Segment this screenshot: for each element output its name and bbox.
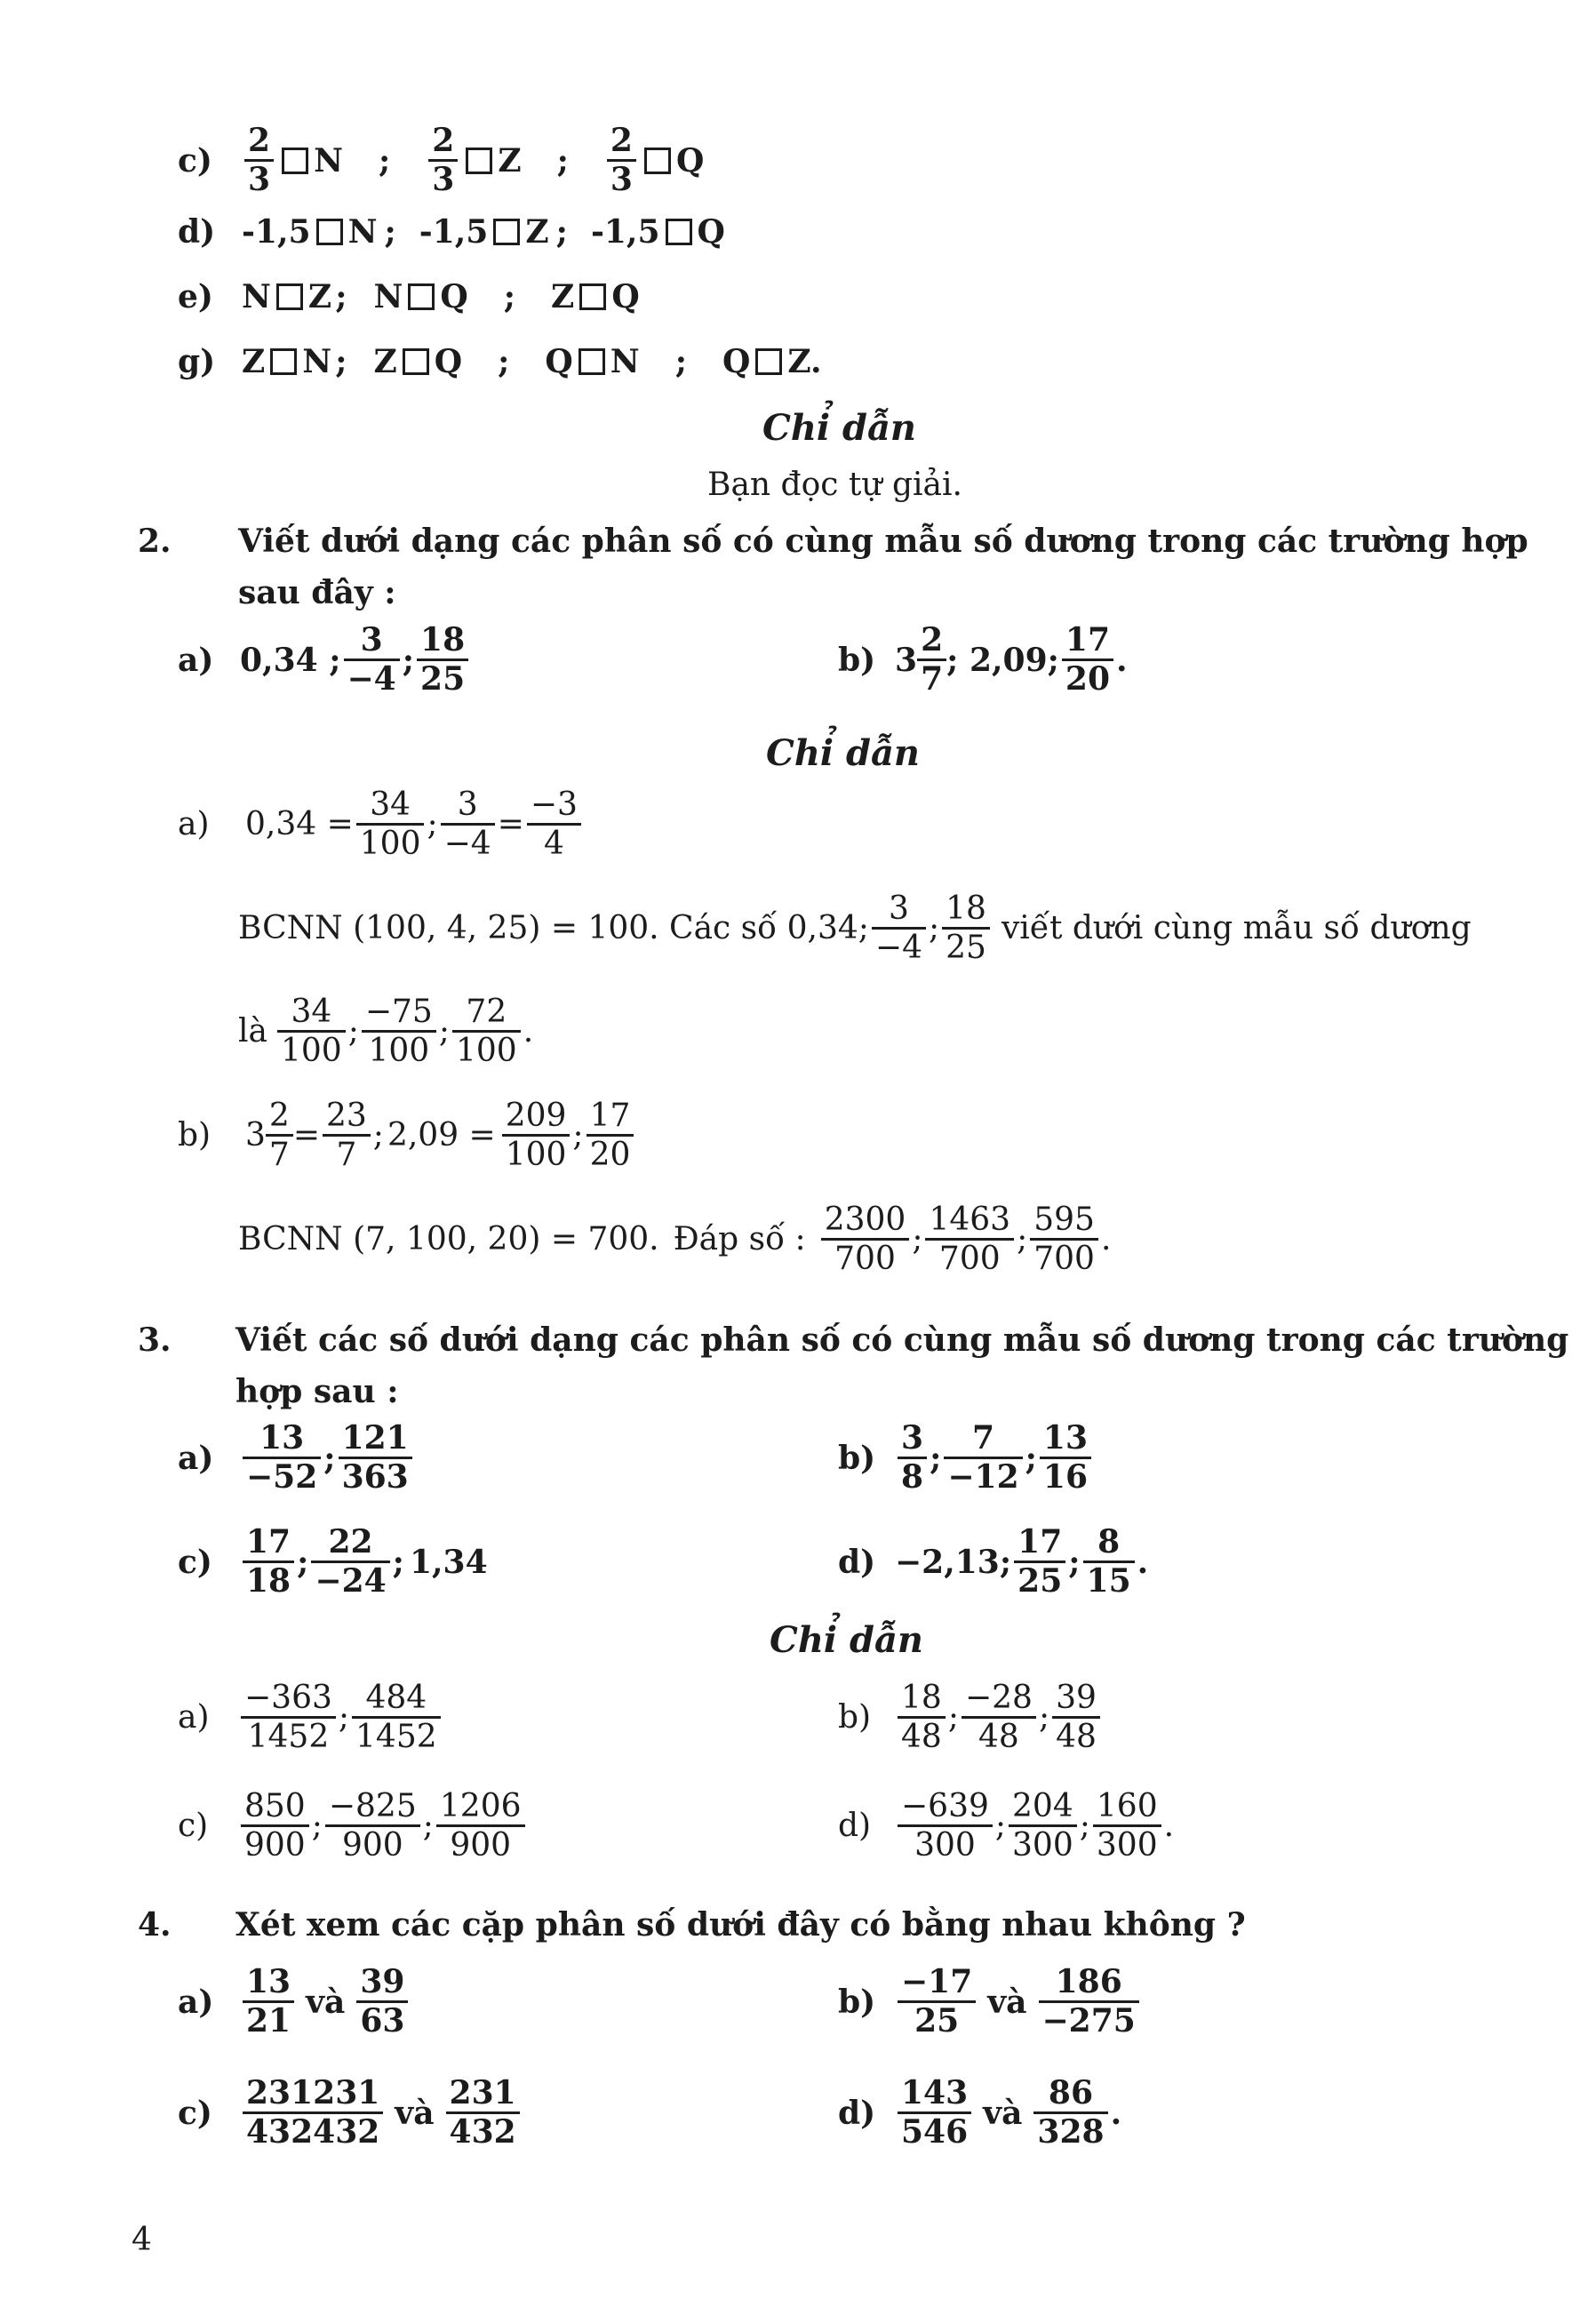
fraction: $\frac{121}{363}$ xyxy=(339,1420,412,1497)
blank-box xyxy=(666,219,692,245)
exercise-number: 4. xyxy=(138,1906,172,1944)
ex1-item-g: g) Z N ; Z Q ; Q N ; Q Z. xyxy=(178,343,822,380)
exercise-title-cont: sau đây : xyxy=(238,574,396,611)
item-label: c) xyxy=(178,1543,212,1581)
blank-box xyxy=(579,283,606,310)
ex3-guide-a: a) $\frac{-363}{1452}$ ; $\frac{484}{1452}$ xyxy=(178,1680,443,1756)
item-label: d) xyxy=(178,213,216,251)
item-label: c) xyxy=(178,2094,212,2132)
fraction: $\frac{13}{21}$ xyxy=(243,1964,294,2040)
fraction: $\frac{209}{100}$ xyxy=(502,1098,571,1174)
fraction: $\frac{595}{700}$ xyxy=(1030,1201,1098,1278)
blank-box xyxy=(493,219,520,245)
blank-box xyxy=(316,219,343,245)
fraction: $\frac{-363}{1452}$ xyxy=(241,1680,336,1756)
page-number: 4 xyxy=(132,2222,152,2258)
fraction: $\frac{86}{328}$ xyxy=(1033,2075,1107,2151)
item-label: d) xyxy=(838,1543,876,1581)
fraction: $\frac{2}{3}$ xyxy=(607,123,636,199)
ex2-item-a: a) 0,34 ; $\frac{3}{-4}$ ; $\frac{18}{25}$ xyxy=(178,622,471,698)
ex2-item-b: b) 3 $\frac{2}{7}$ ; 2,09; $\frac{17}{20}$ . xyxy=(838,621,1128,698)
ex2-bcnn-line: BCNN (100, 4, 25) = 100. Các số 0,34; $\frac{3}{-4}$ ; $\frac{18}{25}$ viết dưới cùng mẫu số dương xyxy=(238,890,1472,967)
exercise-title: Viết các số dưới dạng các phân số có cùng mẫu số dương trong các trường xyxy=(235,1321,1569,1359)
fraction: $\frac{-639}{300}$ xyxy=(898,1788,993,1864)
exercise-title: Viết dưới dạng các phân số có cùng mẫu số dương trong các trường hợp xyxy=(238,523,1528,560)
blank-box xyxy=(282,148,308,174)
ex3-item-d: d) −2,13; $\frac{17}{25}$ ; $\frac{8}{15}$ . xyxy=(838,1523,1149,1601)
blank-box xyxy=(644,148,671,174)
fraction: $\frac{2}{3}$ xyxy=(244,123,274,199)
guide-heading: Chỉ dẫn xyxy=(766,732,921,774)
fraction: $\frac{-825}{900}$ xyxy=(325,1788,420,1864)
blank-box xyxy=(270,348,297,375)
item-label: a) xyxy=(178,1439,214,1477)
ex1-item-d: d) -1,5 N ; -1,5 Z ; -1,5 Q xyxy=(178,213,725,251)
fraction: $\frac{18}{48}$ xyxy=(898,1680,946,1756)
ex3-guide-b: b) $\frac{18}{48}$ ; $\frac{-28}{48}$ ; $\frac{39}{48}$ xyxy=(838,1680,1103,1756)
item-label: b) xyxy=(838,641,876,679)
item-label: c) xyxy=(178,141,212,180)
fraction: $\frac{3}{-4}$ xyxy=(441,786,495,863)
ex1-item-c: c) $\frac{2}{3}$ N ; $\frac{2}{3}$ Z ; $\frac{2}{3}$ Q xyxy=(178,122,705,199)
fraction: $\frac{2}{7}$ xyxy=(266,1098,293,1174)
item-label: a) xyxy=(178,1983,214,2021)
blank-box xyxy=(466,148,492,174)
ex1-item-e: e) N Z ; N Q ; Z Q xyxy=(178,278,640,315)
item-label: b) xyxy=(838,1439,876,1477)
fraction: $\frac{2}{3}$ xyxy=(428,123,458,199)
fraction: $\frac{23}{7}$ xyxy=(323,1098,371,1174)
fraction: $\frac{3}{-4}$ xyxy=(344,622,400,698)
blank-box xyxy=(403,348,429,375)
fraction: $\frac{231231}{432432}$ xyxy=(243,2075,383,2151)
fraction: $\frac{17}{20}$ xyxy=(1062,622,1113,698)
blank-box xyxy=(579,348,605,375)
fraction: $\frac{143}{546}$ xyxy=(898,2075,971,2151)
fraction: $\frac{34}{100}$ xyxy=(356,786,425,863)
fraction: $\frac{22}{-24}$ xyxy=(311,1524,389,1601)
fraction: $\frac{1206}{900}$ xyxy=(436,1788,525,1864)
fraction: $\frac{231}{432}$ xyxy=(446,2075,520,2151)
blank-box xyxy=(276,283,303,310)
exercise-number: 2. xyxy=(138,523,172,560)
ex2-guide-a: a) 0,34 = $\frac{34}{100}$ ; $\frac{3}{-4}$ = $\frac{-3}{4}$ xyxy=(178,786,584,863)
guide-heading: Chỉ dẫn xyxy=(770,1619,924,1661)
fraction: $\frac{34}{100}$ xyxy=(277,994,346,1070)
fraction: $\frac{-3}{4}$ xyxy=(527,786,581,863)
fraction: $\frac{7}{-12}$ xyxy=(944,1420,1022,1497)
ex2-la-line: là $\frac{34}{100}$ ; $\frac{-75}{100}$ ; $\frac{72}{100}$ . xyxy=(238,994,534,1070)
guide-heading: Chỉ dẫn xyxy=(762,407,917,449)
item-label: c) xyxy=(178,1808,209,1845)
fraction: $\frac{3}{-4}$ xyxy=(872,890,926,967)
fraction: $\frac{-75}{100}$ xyxy=(362,994,436,1070)
exercise-title-cont: hợp sau : xyxy=(235,1373,399,1410)
exercise-number: 3. xyxy=(138,1321,172,1359)
fraction: $\frac{39}{63}$ xyxy=(356,1964,408,2040)
fraction: $\frac{17}{20}$ xyxy=(587,1098,634,1174)
ex4-item-d: d) $\frac{143}{546}$ và $\frac{86}{328}$ . xyxy=(838,2074,1122,2151)
fraction: $\frac{160}{300}$ xyxy=(1093,1788,1161,1864)
fraction: $\frac{13}{16}$ xyxy=(1040,1420,1091,1497)
ex3-guide-d: d) $\frac{-639}{300}$ ; $\frac{204}{300}$ ; $\frac{160}{300}$ . xyxy=(838,1788,1175,1864)
fraction: $\frac{17}{18}$ xyxy=(243,1524,294,1601)
fraction: $\frac{18}{25}$ xyxy=(417,622,468,698)
fraction: $\frac{1463}{700}$ xyxy=(925,1201,1014,1278)
item-label: b) xyxy=(178,1117,211,1154)
ex3-guide-c: c) $\frac{850}{900}$ ; $\frac{-825}{900}$ ; $\frac{1206}{900}$ xyxy=(178,1788,528,1864)
fraction: $\frac{186}{-275}$ xyxy=(1039,1964,1139,2040)
fraction: $\frac{-28}{48}$ xyxy=(962,1680,1036,1756)
fraction: $\frac{18}{25}$ xyxy=(942,890,990,967)
ex3-item-b: b) $\frac{3}{8}$ ; $\frac{7}{-12}$ ; $\frac{13}{16}$ xyxy=(838,1420,1094,1497)
fraction: $\frac{3}{8}$ xyxy=(898,1420,927,1497)
item-label: g) xyxy=(178,343,216,380)
fraction: $\frac{39}{48}$ xyxy=(1052,1680,1100,1756)
ex3-item-a: a) $\frac{13}{-52}$ ; $\frac{121}{363}$ xyxy=(178,1420,415,1497)
ex4-item-a: a) $\frac{13}{21}$ và $\frac{39}{63}$ xyxy=(178,1964,411,2040)
ex4-item-b: b) $\frac{-17}{25}$ và $\frac{186}{-275}$ xyxy=(838,1964,1142,2040)
fraction: $\frac{72}{100}$ xyxy=(452,994,521,1070)
fraction: $\frac{2}{7}$ xyxy=(917,622,946,698)
item-label: a) xyxy=(178,806,210,843)
item-label: a) xyxy=(178,641,214,679)
item-label: a) xyxy=(178,1699,210,1736)
fraction: $\frac{2300}{700}$ xyxy=(821,1201,910,1278)
item-label: b) xyxy=(838,1983,876,2021)
item-label: d) xyxy=(838,2094,876,2132)
fraction: $\frac{850}{900}$ xyxy=(241,1788,309,1864)
blank-box xyxy=(408,283,435,310)
fraction: $\frac{-17}{25}$ xyxy=(898,1964,976,2040)
item-label: d) xyxy=(838,1808,872,1845)
exercise-title: Xét xem các cặp phân số dưới đây có bằng nhau không ? xyxy=(235,1906,1246,1944)
ex3-item-c: c) $\frac{17}{18}$ ; $\frac{22}{-24}$ ; 1,34 xyxy=(178,1523,488,1601)
fraction: $\frac{8}{15}$ xyxy=(1083,1524,1135,1601)
fraction: $\frac{17}{25}$ xyxy=(1014,1524,1065,1601)
guide-text: Bạn đọc tự giải. xyxy=(707,467,962,503)
ex4-item-c: c) $\frac{231231}{432432}$ và $\frac{231}{432}$ xyxy=(178,2075,523,2151)
ex2-answer-line: BCNN (7, 100, 20) = 700. Đáp số : $\frac{2300}{700}$ ; $\frac{1463}{700}$ ; $\frac{595}{700}$ . xyxy=(238,1201,1112,1278)
item-label: e) xyxy=(178,278,213,315)
blank-box xyxy=(755,348,782,375)
item-label: b) xyxy=(838,1699,872,1736)
fraction: $\frac{13}{-52}$ xyxy=(243,1420,321,1497)
fraction: $\frac{204}{300}$ xyxy=(1009,1788,1077,1864)
fraction: $\frac{484}{1452}$ xyxy=(352,1680,441,1756)
ex2-guide-b: b) 3 $\frac{2}{7}$ = $\frac{23}{7}$ ; 2,09 = $\frac{209}{100}$ ; $\frac{17}{20}$ xyxy=(178,1098,636,1174)
